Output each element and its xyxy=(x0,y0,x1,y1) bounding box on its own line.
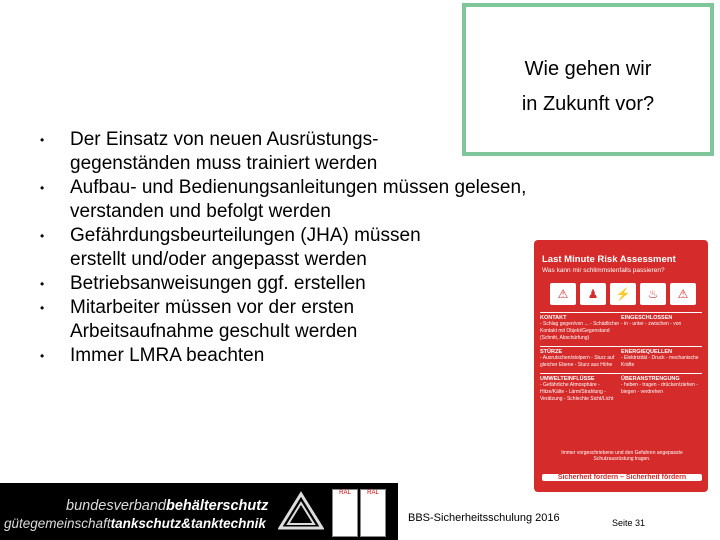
bullet-dot: • xyxy=(40,133,45,147)
lmra-card-image xyxy=(534,240,708,492)
bullet-dot: • xyxy=(40,181,45,195)
bullet-dot: • xyxy=(40,301,45,315)
banner-line2: gütegemeinschafttankschutz&tanktechnik xyxy=(4,516,266,531)
slide-title-line2: in Zukunft vor? xyxy=(521,93,655,115)
lmra-subtitle: Was kann mir schlimmstenfalls passieren? xyxy=(542,267,665,274)
lightning-icon: ⚡ xyxy=(610,283,636,305)
ral-badge-2: RAL xyxy=(360,489,386,537)
bullet-item: • Immer LMRA beachten xyxy=(40,345,265,366)
slide-title-line1: Wie gehen wir xyxy=(524,58,652,80)
bullet-dot: • xyxy=(40,277,45,291)
person-icon: ♟ xyxy=(580,283,606,305)
fire-icon: ♨ xyxy=(640,283,666,305)
footer-text: BBS-Sicherheitsschulung 2016 xyxy=(408,512,560,524)
bullet-item: • Aufbau- und Bedienungsanleitungen müssen gelesen, verstanden und befolgt werden xyxy=(40,177,527,222)
page-number: Seite 31 xyxy=(612,518,646,528)
bullet-item: • Der Einsatz von neuen Ausrüstungs- gegenständen muss trainiert werden xyxy=(40,129,379,174)
bullet-dot: • xyxy=(40,349,45,363)
banner-line1: bundesverbandbehälterschutz xyxy=(66,498,269,514)
hazard-icon: ⚠ xyxy=(670,283,696,305)
lmra-foot-text: Immer vorgeschriebene und den Gefahren angepasste Schutzausrüstung tragen. xyxy=(561,450,683,462)
lmra-columns: KONTAKT EINGESCHLOSSEN - Schlag gegen/von ... - Schädlicher Kontakt mit Objekt/Gegenstand (Schnitt, Abschürfung) - in - unter - zwischen - von STÜRZE ENERGIEQUELLEN - Ausrutschen/stolpern - Sturz auf gleicher Ebene - Sturz aus Höhe - Elektrizität - Druck - mechanische Kräfte UMWELTEINFLÜSSE ÜBERANSTRENGUNG - Gefährliche Atmosphäre - Hitze/Kälte - Lärm/Strahlung - Verätzung - Schlechte Sicht/Licht - heben - tragen - drücken/ziehen - biegen - verdrehen xyxy=(540,312,702,407)
lmra-title: Last Minute Risk Assessment xyxy=(542,254,676,265)
lmra-slogan: Sicherheit fordern – Sicherheit fördern xyxy=(542,474,702,481)
triangle-logo-icon xyxy=(278,491,324,531)
ral-badge-1: RAL xyxy=(332,489,358,537)
bullet-item: • Gefährdungsbeurteilungen (JHA) müssen erstellt und/oder angepasst werden xyxy=(40,225,421,270)
bullet-item: • Betriebsanweisungen ggf. erstellen xyxy=(40,273,366,294)
lmra-hazard-icons xyxy=(550,283,696,305)
bullet-item: • Mitarbeiter müssen vor der ersten Arbeitsaufnahme geschult werden xyxy=(40,297,358,342)
warning-icon: ⚠ xyxy=(550,283,576,305)
bullet-dot: • xyxy=(40,229,45,243)
